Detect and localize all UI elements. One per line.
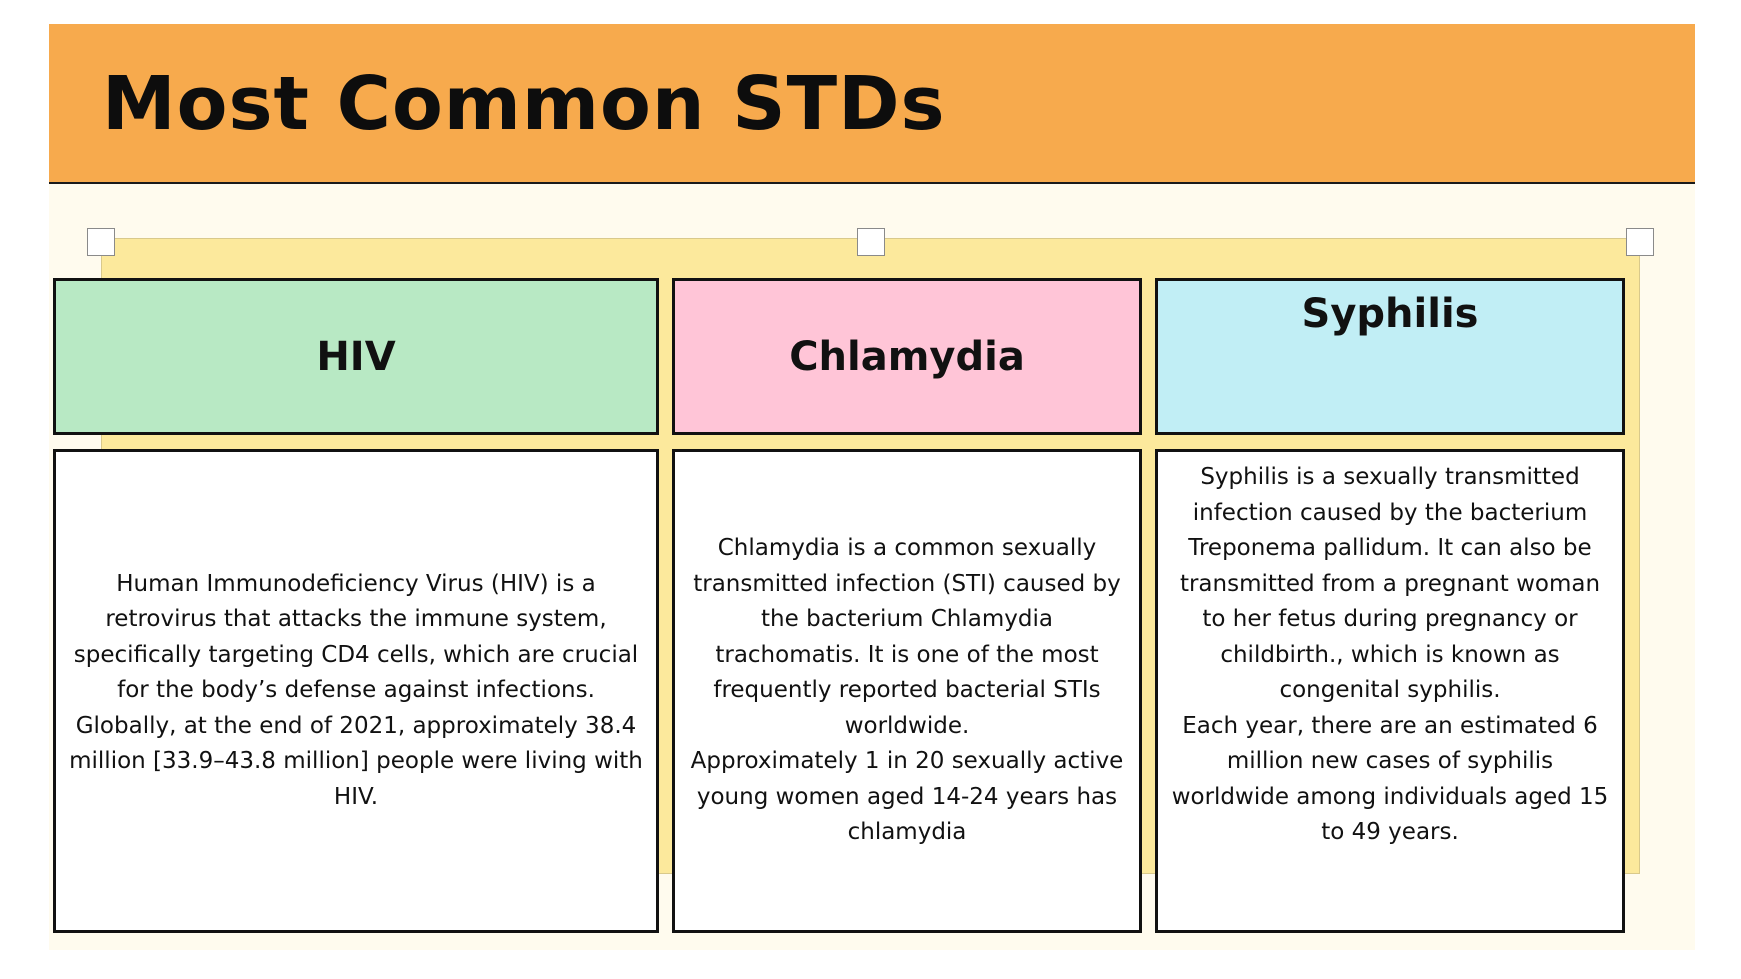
resize-handle-top-right[interactable] bbox=[1626, 228, 1654, 256]
syphilis-card-header[interactable] bbox=[1155, 278, 1625, 435]
chlamydia-card-body[interactable] bbox=[672, 449, 1142, 933]
chlamydia-card-title: Chlamydia bbox=[789, 333, 1025, 380]
resize-handle-top-left[interactable] bbox=[87, 228, 115, 256]
syphilis-card-body[interactable] bbox=[1155, 449, 1625, 933]
resize-handle-top-center[interactable] bbox=[857, 228, 885, 256]
syphilis-statistic: Each year, there are an estimated 6 million new cases of syphilis worldwide among individuals aged 15 to 49 years. bbox=[1171, 712, 1609, 845]
syphilis-card-title: Syphilis bbox=[1301, 291, 1479, 337]
hiv-description: Human Immunodeficiency Virus (HIV) is a retrovirus that attacks the immune system, specifically targeting CD4 cells, which are crucial for the body’s defense against infections. bbox=[73, 570, 639, 704]
hiv-card-header[interactable] bbox=[53, 278, 659, 435]
slide-title[interactable]: Most Common STDs bbox=[102, 61, 946, 147]
chlamydia-card-header[interactable] bbox=[672, 278, 1142, 435]
slide-header bbox=[49, 24, 1695, 184]
hiv-card-body[interactable] bbox=[53, 449, 659, 933]
chlamydia-statistic: Approximately 1 in 20 sexually active young women aged 14-24 years has chlamydia bbox=[690, 748, 1124, 846]
hiv-statistic: Globally, at the end of 2021, approximately 38.4 million [33.9–43.8 million] people were living with HIV. bbox=[69, 712, 643, 810]
hiv-card-title: HIV bbox=[316, 333, 396, 380]
chlamydia-description: Chlamydia is a common sexually transmitted infection (STI) caused by the bacterium Chlamydia trachomatis. It is one of the most frequently reported bacterial STIs worldwide. bbox=[693, 535, 1121, 739]
syphilis-description: Syphilis is a sexually transmitted infection caused by the bacterium Treponema pallidum. It can also be transmitted from a pregnant woman to her fetus during pregnancy or childbirth., which is known as congenital syphilis. bbox=[1179, 464, 1601, 703]
